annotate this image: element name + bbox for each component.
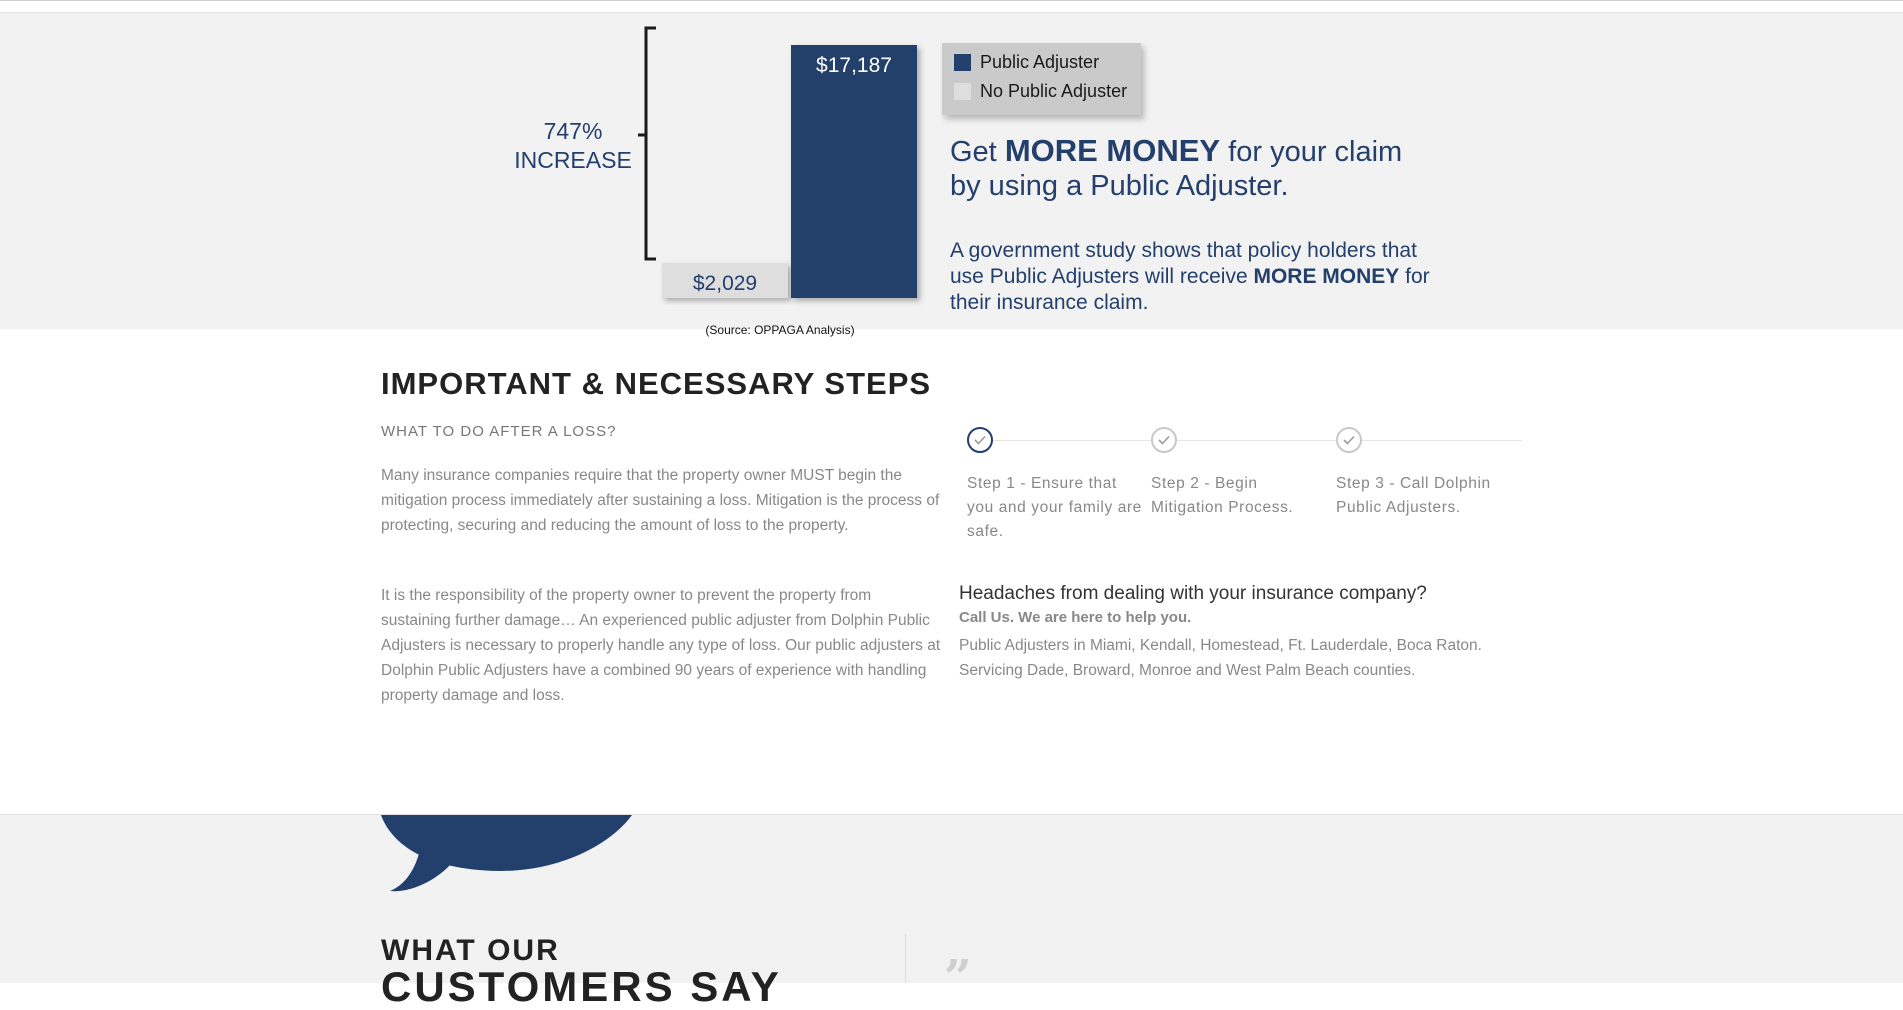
chart-legend: [942, 43, 1141, 115]
testimonials-title-line2: CUSTOMERS SAY: [381, 963, 782, 1010]
step-label: Step 1 - Ensure that you and your family are safe.: [967, 475, 1142, 540]
step-label: Step 2 - Begin Mitigation Process.: [1151, 475, 1294, 516]
hero-study-text: [950, 238, 1430, 316]
speech-bubble-icon: [0, 815, 700, 905]
step-3[interactable]: [1336, 427, 1511, 520]
hero-headline: [950, 134, 1430, 203]
step-label: Step 3 - Call Dolphin Public Adjusters.: [1336, 475, 1491, 516]
bar-value-label: $17,187: [816, 54, 892, 77]
step-1[interactable]: [967, 427, 1142, 544]
study-text: for their insurance claim.: [950, 265, 1430, 314]
increase-bracket: [638, 28, 656, 259]
increase-percent: 747%: [543, 118, 603, 144]
headline-emphasis: MORE MONEY: [1004, 133, 1221, 168]
increase-word: INCREASE: [514, 147, 632, 173]
check-icon: [967, 427, 993, 453]
study-text: A government study shows that policy holders that use Public Adjusters will receive: [950, 239, 1417, 288]
check-icon: [1151, 427, 1177, 453]
bar-value-label: $2,029: [692, 272, 758, 295]
check-icon: [1336, 427, 1362, 453]
steps-section-title: IMPORTANT & NECESSARY STEPS: [381, 366, 932, 401]
top-border: [0, 0, 1903, 1]
legend-swatch-public-adjuster: [954, 54, 971, 71]
step-2[interactable]: [1151, 427, 1326, 520]
study-emphasis: MORE MONEY: [1253, 265, 1400, 288]
legend-item-no-public-adjuster: [954, 79, 1127, 103]
quote-icon: ”: [944, 950, 972, 1006]
help-call-to-action: Call Us. We are here to help you.: [959, 609, 1192, 626]
legend-item-public-adjuster: [954, 50, 1099, 74]
legend-swatch-no-public-adjuster: [954, 83, 971, 100]
headline-text: Get: [950, 136, 1005, 168]
hero-chart-section: [0, 13, 1903, 337]
responsibility-paragraph: It is the responsibility of the property owner to prevent the property from sustaining further damage… An experienced public adjuster from Dolphin Public Adjusters is necessary to properly handle any type of loss. Our public adjusters at Dolphin Public Adjusters have a combined 90 years of experience with handling property damage and loss.: [381, 587, 941, 704]
steps-section-subtitle: WHAT TO DO AFTER A LOSS?: [381, 423, 617, 440]
help-title: Headaches from dealing with your insurance company?: [959, 583, 1427, 604]
headline-text: for your claim by using a Public Adjuster.: [950, 136, 1403, 202]
testimonials-divider: [905, 934, 906, 982]
mitigation-paragraph: Many insurance companies require that the property owner MUST begin the mitigation process immediately after sustaining a loss. Mitigation is the process of protecting, securing and reducing the amount of loss to the property.: [381, 467, 940, 534]
chart-source: (Source: OPPAGA Analysis): [705, 323, 855, 337]
legend-label: Public Adjuster: [980, 51, 1100, 72]
service-areas-text: Public Adjusters in Miami, Kendall, Homestead, Ft. Lauderdale, Boca Raton. Servicing Dade, Broward, Monroe and West Palm Beach counties.: [959, 637, 1482, 679]
legend-label: No Public Adjuster: [980, 80, 1128, 101]
bar-public-adjuster: [791, 45, 917, 298]
testimonials-title-line1: WHAT OUR: [381, 934, 560, 967]
increase-label: [508, 117, 638, 175]
